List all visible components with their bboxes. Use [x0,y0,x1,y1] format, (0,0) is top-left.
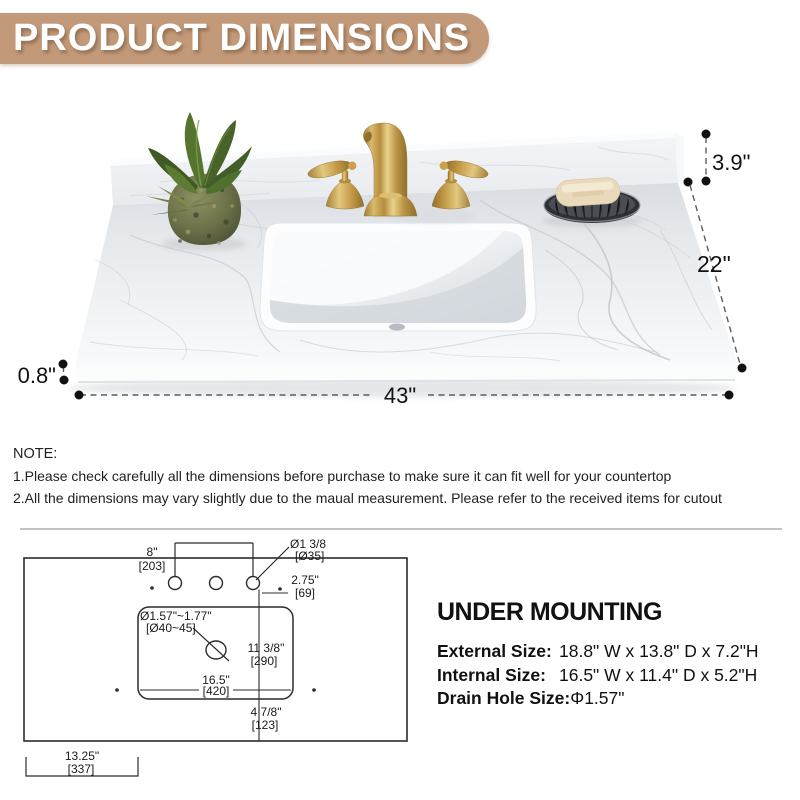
note-line-1: 1.Please check carefully all the dimensions before purchase to make sure it can fit well for your countertop [13,468,672,484]
label-side-offset-mm: [337] [67,762,95,776]
label-drain-dia-mm: [Ø40~45] [146,621,196,635]
spec-row-internal [437,664,759,688]
countertop-outline [24,558,407,741]
label-front-offset-mm: [123] [251,718,279,732]
note-line-2: 2.All the dimensions may vary slightly due to the maual measurement. Please refer to the received items for cutout [13,490,722,506]
note-heading: NOTE: [13,446,58,462]
product-photo [18,112,751,408]
under-mounting-block [437,598,759,711]
label-hole-dia-in: Ø1 3/8 [290,537,327,551]
faucet-hole-left [169,577,182,590]
label-rear-offset-mm: [69] [294,586,316,600]
spec-value: 18.8" W x 13.8" D x 7.2"H [559,641,759,661]
label-drain-dia-in: Ø1.57"~1.77" [140,609,212,623]
label-hole-dia-mm: [Ø35] [295,549,325,563]
label-cutout-depth-mm: [290] [250,654,278,668]
under-mounting-rows [437,640,759,711]
under-mounting-title: UNDER MOUNTING [437,598,662,626]
spec-row-drain [437,687,759,711]
label-cutout-depth-in: 11 3/8" [247,641,285,655]
faucet [306,123,489,223]
spec-value: Φ1.57" [570,688,625,708]
dim-thickness: 0.8" [17,363,56,388]
label-cutout-width-mm: [420] [202,684,230,698]
page-title: PRODUCT DIMENSIONS [13,17,471,59]
spec-value: 16.5" W x 11.4" D x 5.2"H [559,664,758,685]
dim-backsplash-height: 3.9" [712,150,751,175]
spec-label: Internal Size: [437,664,546,685]
label-rear-offset-in: 2.75" [291,573,319,587]
spec-row-external [437,640,759,664]
label-cutout-width-in: 16.5" [202,673,230,687]
spec-label: External Size: [437,641,552,661]
label-side-offset-in: 13.25" [64,749,100,763]
sink-drain [389,324,405,331]
sink [260,223,536,331]
countertop-front-edge [75,366,738,383]
faucet-hole-center [210,577,223,590]
spec-label: Drain Hole Size: [437,688,571,708]
dim-width: 43" [383,383,417,408]
cutout-technical-drawing [24,537,407,776]
drawing-labels [65,537,326,776]
note-block [13,444,793,509]
soap-bar [555,177,621,207]
label-front-offset-in: 4 7/8" [250,705,282,719]
label-spread-mm: [203] [138,559,166,573]
dim-depth: 22" [697,251,731,277]
label-spread-in: 8" [146,545,158,559]
